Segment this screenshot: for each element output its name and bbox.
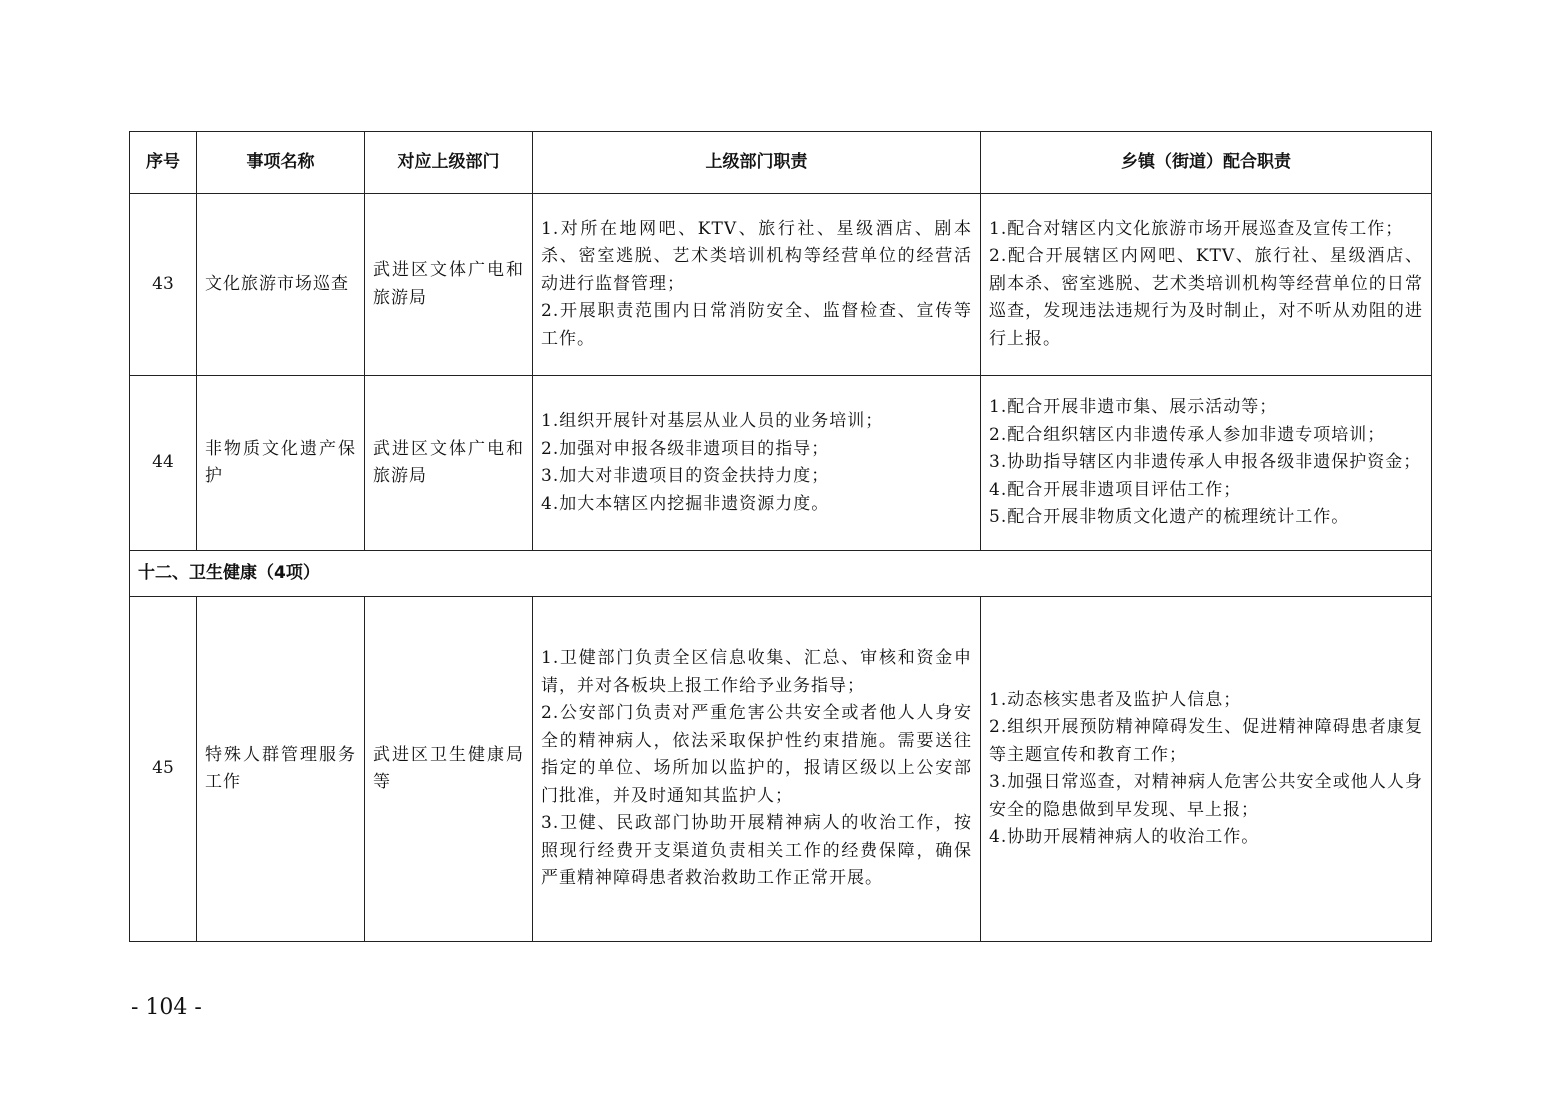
table-header-row bbox=[130, 132, 1432, 194]
item-name: 文化旅游市场巡查 bbox=[197, 194, 365, 376]
section-row bbox=[130, 551, 1432, 597]
duty-line: 3.协助指导辖区内非遗传承人申报各级非遗保护资金； bbox=[989, 452, 1422, 473]
duty-line: 1.配合开展非遗市集、展示活动等； bbox=[989, 397, 1278, 418]
duty-line: 3.加强日常巡查，对精神病人危害公共安全或他人人身安全的隐患做到早发现、早上报； bbox=[989, 772, 1423, 820]
row-number: 44 bbox=[130, 376, 197, 551]
upper-duties bbox=[533, 597, 981, 942]
upper-duties bbox=[533, 194, 981, 376]
town-duties bbox=[981, 376, 1432, 551]
header-upper-duties: 上级部门职责 bbox=[533, 132, 981, 194]
header-town-duties: 乡镇（街道）配合职责 bbox=[981, 132, 1432, 194]
duty-line: 3.卫健、民政部门协助开展精神病人的收治工作，按照现行经费开支渠道负责相关工作的经费保障，确保严重精神障碍患者救治救助工作正常开展。 bbox=[541, 813, 972, 889]
duty-line: 2.配合开展辖区内网吧、KTV、旅行社、星级酒店、剧本杀、密室逃脱、艺术类培训机构等经营单位的日常巡查，发现违法违规行为及时制止，对不听从劝阻的进行上报。 bbox=[989, 246, 1423, 349]
section-title: 十二、卫生健康（4项） bbox=[130, 551, 1432, 597]
table-row bbox=[130, 376, 1432, 551]
duty-line: 2.组织开展预防精神障碍发生、促进精神障碍患者康复等主题宣传和教育工作； bbox=[989, 717, 1423, 765]
page-number: - 104 - bbox=[131, 995, 202, 1020]
duty-line: 2.开展职责范围内日常消防安全、监督检查、宣传等工作。 bbox=[541, 301, 972, 349]
header-index: 序号 bbox=[130, 132, 197, 194]
duty-line: 1.对所在地网吧、KTV、旅行社、星级酒店、剧本杀、密室逃脱、艺术类培训机构等经营单位的经营活动进行监督管理； bbox=[541, 218, 972, 294]
upper-duties bbox=[533, 376, 981, 551]
duty-line: 4.加大本辖区内挖掘非遗资源力度。 bbox=[541, 493, 830, 514]
upper-dept: 武进区文体广电和旅游局 bbox=[365, 376, 533, 551]
duty-line: 4.配合开展非遗项目评估工作； bbox=[989, 479, 1242, 500]
duty-line: 2.公安部门负责对严重危害公共安全或者他人人身安全的精神病人，依法采取保护性约束措施。需要送往指定的单位、场所加以监护的，报请区级以上公安部门批准，并及时通知其监护人； bbox=[541, 703, 972, 806]
duty-line: 1.配合对辖区内文化旅游市场开展巡查及宣传工作； bbox=[989, 218, 1404, 239]
duty-line: 2.加强对申报各级非遗项目的指导； bbox=[541, 438, 830, 459]
duty-line: 2.配合组织辖区内非遗传承人参加非遗专项培训； bbox=[989, 424, 1386, 445]
duty-line: 5.配合开展非物质文化遗产的梳理统计工作。 bbox=[989, 507, 1350, 528]
header-upper-dept: 对应上级部门 bbox=[365, 132, 533, 194]
duty-line: 3.加大对非遗项目的资金扶持力度； bbox=[541, 466, 830, 486]
row-number: 45 bbox=[130, 597, 197, 942]
upper-dept: 武进区卫生健康局等 bbox=[365, 597, 533, 942]
duty-line: 4.协助开展精神病人的收治工作。 bbox=[989, 827, 1260, 847]
table-row bbox=[130, 194, 1432, 376]
header-item-name: 事项名称 bbox=[197, 132, 365, 194]
duty-line: 1.卫健部门负责全区信息收集、汇总、审核和资金申请，并对各板块上报工作给予业务指导； bbox=[541, 648, 972, 696]
town-duties bbox=[981, 194, 1432, 376]
table-row bbox=[130, 597, 1432, 942]
upper-dept: 武进区文体广电和旅游局 bbox=[365, 194, 533, 376]
row-number: 43 bbox=[130, 194, 197, 376]
item-name: 特殊人群管理服务工作 bbox=[197, 597, 365, 942]
item-name: 非物质文化遗产保护 bbox=[197, 376, 365, 551]
duties-table bbox=[129, 131, 1432, 942]
duty-line: 1.动态核实患者及监护人信息； bbox=[989, 689, 1242, 710]
duty-line: 1.组织开展针对基层从业人员的业务培训； bbox=[541, 411, 884, 431]
town-duties bbox=[981, 597, 1432, 942]
